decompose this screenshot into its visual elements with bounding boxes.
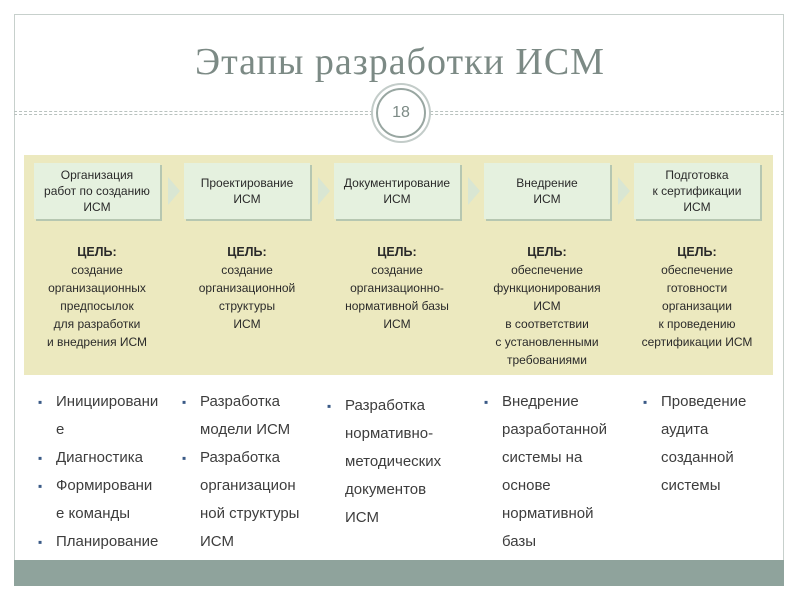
- list-item: ▪ Проведение аудита созданной системы: [643, 388, 783, 500]
- goal-label: ЦЕЛЬ:: [677, 245, 717, 259]
- stage-goal-3: [322, 243, 472, 333]
- arrow-right-icon: [468, 177, 480, 205]
- arrow-right-icon: [168, 177, 180, 205]
- goal-label: ЦЕЛЬ:: [77, 245, 117, 259]
- list-item: ▪ Планирование: [38, 528, 188, 556]
- goal-label: ЦЕЛЬ:: [527, 245, 567, 259]
- goal-text: обеспечение функционирования ИСМ в соответствии с установленными требованиями: [493, 263, 601, 367]
- goal-label: ЦЕЛЬ:: [227, 245, 267, 259]
- slide-number-badge: 18: [376, 88, 426, 138]
- stage-box-3: Документирование ИСМ: [334, 163, 460, 219]
- stage-box-2: Проектирование ИСМ: [184, 163, 310, 219]
- activities-list-5: [643, 388, 783, 500]
- stages-diagram: [24, 155, 773, 375]
- goal-text: обеспечение готовности организации к проведению сертификации ИСМ: [641, 263, 753, 349]
- goal-text: создание организационно- нормативной базы ИСМ: [345, 263, 449, 331]
- arrow-right-icon: [618, 177, 630, 205]
- list-item: ▪ Разработка организацион ной структуры ИСМ: [182, 444, 332, 556]
- goal-text: создание организационной структуры ИСМ: [198, 263, 296, 331]
- list-item: ▪ Разработка модели ИСМ: [182, 388, 332, 444]
- stage-goal-1: [22, 243, 172, 351]
- list-item: ▪ Внедрение разработанной системы на основе нормативной базы: [484, 388, 634, 556]
- activities-list-4: [484, 388, 634, 556]
- activities-list-1: [38, 388, 188, 556]
- list-item: ▪ Разработка нормативно- методических документов ИСМ: [327, 392, 477, 532]
- list-item: ▪ Диагностика: [38, 444, 188, 472]
- stage-box-4: Внедрение ИСМ: [484, 163, 610, 219]
- stage-box-5: Подготовка к сертификации ИСМ: [634, 163, 760, 219]
- list-item: ▪ Инициировани е: [38, 388, 188, 444]
- stage-goal-2: [172, 243, 322, 333]
- footer-bar: [14, 560, 784, 586]
- goal-text: создание организационных предпосылок для разработки и внедрения ИСМ: [46, 263, 148, 349]
- arrow-right-icon: [318, 177, 330, 205]
- activities-list-2: [182, 388, 332, 556]
- stage-goal-4: [472, 243, 622, 369]
- slide-title: Этапы разработки ИСМ: [195, 41, 605, 83]
- list-item: ▪ Формировани е команды: [38, 472, 188, 528]
- stage-goal-5: [622, 243, 772, 351]
- goal-label: ЦЕЛЬ:: [377, 245, 417, 259]
- stage-box-1: Организация работ по созданию ИСМ: [34, 163, 160, 219]
- activities-list-3: [327, 392, 477, 532]
